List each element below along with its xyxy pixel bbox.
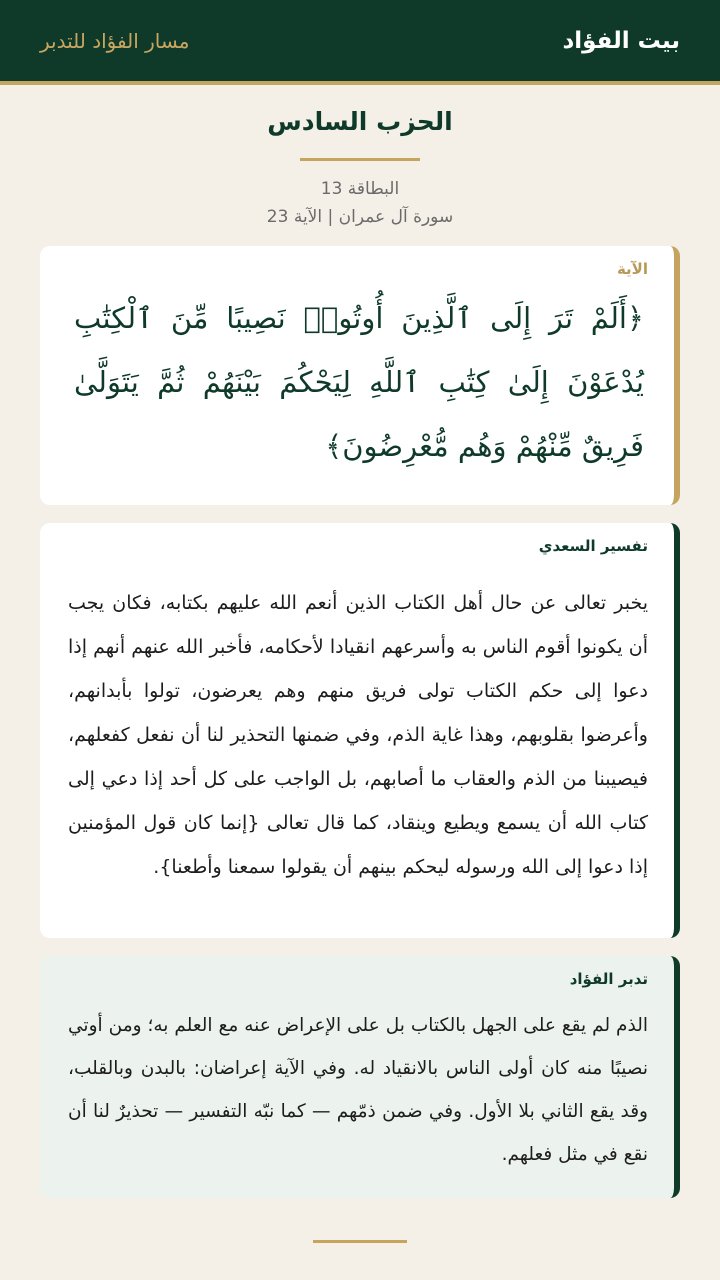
surah-reference: سورة آل عمران | الآية 23 — [266, 207, 454, 227]
tafsir-card — [40, 523, 680, 938]
app-header — [0, 0, 720, 85]
app-tagline: مسار الفؤاد للتدبر — [40, 28, 190, 53]
tadabbur-label: تدبر الفؤاد — [569, 970, 648, 988]
tadabbur-text: الذم لم يقع على الجهل بالكتاب بل على الإعراض عنه مع العلم به؛ ومن أوتي نصيبًا منه كان أولى الناس بالانقياد له. وفي الآية إعراضان: بالبدن وبالقلب، وقد يقع الثاني بلا الأول. وفي ضمن ذمّهم — كما نبّه التفسير — تحذيرٌ لنا أن نقع في مثل فعلهم. — [68, 1015, 648, 1165]
app-brand-title[interactable]: بيت الفؤاد — [562, 27, 680, 54]
tafsir-text: يخبر تعالى عن حال أهل الكتاب الذين أنعم الله عليهم بكتابه، فكان يجب أن يكونوا أقوم الناس به وأسرعهم انقيادا لأحكامه، فأخبر الله عنهم أنهم إذا دعوا إلى حكم الكتاب تولى فريق منهم وهم يعرضون، تولوا بأبدانهم، وأعرضوا بقلوبهم، وهذا غاية الذم، وفي ضمنها التحذير لنا أن نفعل كفعلهم، فيصيبنا من الذم والعقاب ما أصابهم، بل الواجب على كل أحد إذا دعي إلى كتاب الله أن يسمع ويطيع وينقاد، كما قال تعالى {إنما كان قول المؤمنين إذا دعوا إلى الله ورسوله ليحكم بينهم أن يقولوا سمعنا وأطعنا}. — [68, 592, 648, 878]
title-divider — [300, 158, 420, 161]
footer-divider — [313, 1240, 407, 1243]
hizb-title: الحزب السادس — [267, 107, 453, 136]
ayah-card — [40, 246, 680, 505]
card-number: البطاقة 13 — [320, 179, 400, 199]
ayah-text: ﴿أَلَمْ تَرَ إِلَى ٱلَّذِينَ أُوتُوا۟ نَصِيبًا مِّنَ ٱلْكِتَٰبِ يُدْعَوْنَ إِلَىٰ كِتَٰبِ ٱللَّهِ لِيَحْكُمَ بَيْنَهُمْ ثُمَّ يَتَوَلَّىٰ فَرِيقٌ مِّنْهُمْ وَهُم مُّعْرِضُونَ﴾ — [74, 301, 644, 463]
ayah-label: الآية — [616, 260, 648, 278]
section-heading — [0, 100, 720, 231]
tadabbur-card — [40, 956, 680, 1198]
tafsir-label: تفسير السعدي — [538, 537, 648, 555]
